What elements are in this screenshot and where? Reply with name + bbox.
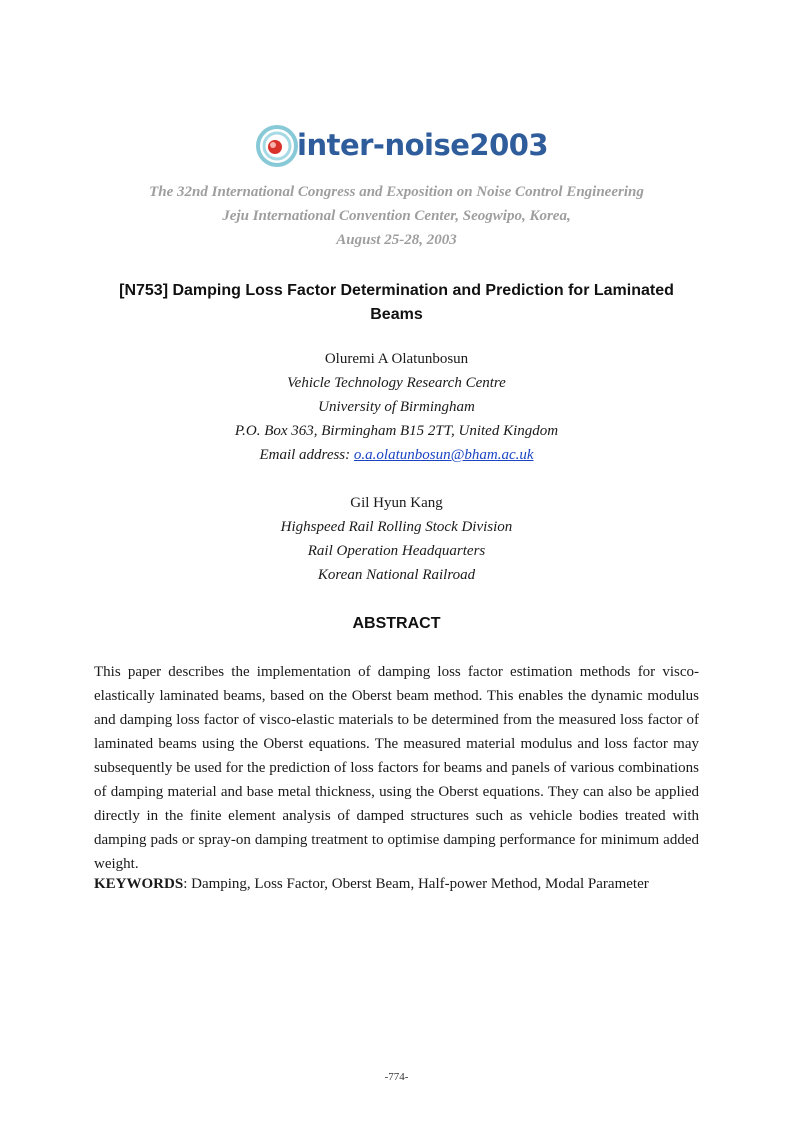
conference-name: The 32nd International Congress and Exposition on Noise Control Engineering: [149, 184, 644, 200]
conference-venue: Jeju International Convention Center, Seogwipo, Korea,: [222, 208, 571, 224]
author-affiliation: Highspeed Rail Rolling Stock Division: [280, 519, 513, 535]
conference-logo: [255, 120, 549, 176]
author-name: Gil Hyun Kang: [350, 495, 443, 511]
author-affiliation: Vehicle Technology Research Centre: [287, 375, 506, 391]
email-label: Email address:: [259, 447, 351, 463]
conference-dates: August 25-28, 2003: [336, 232, 457, 248]
author-name: Oluremi A Olatunbosun: [324, 351, 469, 367]
abstract-body: This paper describes the implementation of damping loss factor estimation methods for visco-elastically laminated beams, based on the Oberst beam method. This enables the dynamic modulus and damping loss factor of visco-elastic materials to be determined from the measured loss factor of laminated beams using the Oberst equations. The measured material modulus and loss factor may subsequently be used for the prediction of loss factors for beams and panels of various combinations of damping material and base metal thickness, using the Oberst equations. They can also be applied directly in the finite element analysis of damped structures such as vehicle bodies treated with damping pads or spray-on damping treatment to optimise damping performance for minimum added weight.: [94, 664, 699, 872]
author-affiliation: Rail Operation Headquarters: [307, 543, 486, 559]
email-link[interactable]: o.a.olatunbosun@bham.ac.uk: [353, 447, 534, 463]
keywords-label: KEYWORDS: [94, 876, 184, 892]
paper-title: [100, 279, 693, 327]
page-number: -774-: [384, 1071, 409, 1083]
keywords-line: [94, 876, 649, 893]
swirl-logo-icon: [255, 120, 299, 172]
author-address: P.O. Box 363, Birmingham B15 2TT, United Kingdom: [234, 423, 559, 439]
author-affiliation: Korean National Railroad: [317, 567, 476, 583]
abstract-heading: ABSTRACT: [352, 615, 441, 632]
paper-title-line2: Beams: [370, 306, 423, 323]
author-email-line: [0, 447, 793, 464]
author-affiliation: University of Birmingham: [318, 399, 475, 415]
keywords-values: : Damping, Loss Factor, Oberst Beam, Half-power Method, Modal Parameter: [183, 876, 649, 892]
logo-wordmark: inter-noise2003: [297, 128, 549, 162]
paper-title-line1: [N753] Damping Loss Factor Determination and Prediction for Laminated: [119, 282, 674, 299]
